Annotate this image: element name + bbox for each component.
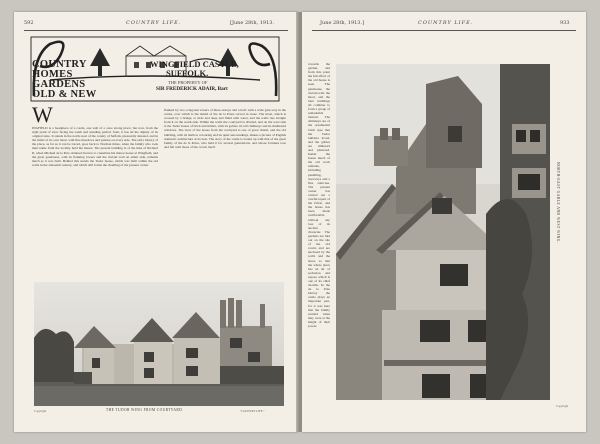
running-head-left: [14, 20, 298, 30]
photo-credit-left: Copyright: [34, 409, 47, 413]
left-page: [14, 12, 298, 432]
article-title: WINGFIELD CASTLE,: [150, 59, 239, 69]
article-subtitle: SUFFOLK.: [166, 68, 209, 78]
vertical-caption: NORTH-EAST GABLE AND WEST WING.: [556, 162, 560, 244]
gable-illustration: [336, 64, 550, 400]
photo-credit-right: "COUNTRY LIFE.": [240, 409, 265, 413]
photo-caption: THE TUDOR WING FROM COURTYARD.: [106, 408, 184, 412]
owner-name: SIR FREDERICK ADAIR, Bart: [156, 86, 228, 92]
body-column-1: INGFIELD is a headpiece of a castle, one wall of a once strong place; but now, from the right point of view facing the south and standing perfect front, it has all the dignity of its original state. It stands in the north-west of the county of Suffolk, pleasantly situated, and in the midst of its own moat, with fine meadows and pasture on every side. The early history of the place, as far as it can be traced, goes back to Norman times, when the family who took their name from the locality held the manor. The present building is of the time of Richard II, when Michael de la Pole obtained licence to crenellate his manor house at Wingfield, and the great gatehouse, with its flanking towers and the curtain wall on either side, remains much as it was built. Behind this stands the Tudor house, which was built within the old walls in the sixteenth century, and which still forms the dwelling of the present owner.: [32, 126, 158, 167]
magazine-spread: [14, 12, 586, 432]
photo-credit: Copyright: [556, 404, 569, 408]
rule: [312, 30, 576, 31]
body-col1-head: [50, 108, 158, 126]
courtyard-photo: [34, 282, 284, 406]
page-number: 933: [560, 20, 570, 26]
right-page: [302, 12, 586, 432]
body-column-2: flanked by two octagonal towers of three storeys and a half, with a wide gate-way in the centre, over which is the shield of the de la Poles carved in stone. The moat, which is crossed by a bridge, is wide and deep and filled with water, and the walls rise straight from it on the south side. Within the walls the courtyard is divided, and on the west side is the Tudor house of brick and timber, with its gables, its tall chimneys and its mullioned windows. The view of the house from the courtyard is one of great charm, and the old building, with its mellow colouring and its quiet surroundings, makes a picture of English domestic architecture at its best. The story of the castle is bound up with that of the great family of the de la Poles, who held it for several generations, and whose fortunes rose and fell with those of the crown itself.: [164, 108, 286, 149]
tudor-wing-illustration: [34, 282, 284, 406]
issue-date: [June 28th, 1913.: [230, 20, 275, 26]
owner-label: THE PROPERTY OF: [168, 80, 208, 85]
magazine-name: COUNTRY LIFE.: [126, 20, 182, 26]
magazine-name: COUNTRY LIFE.: [418, 20, 474, 26]
drop-cap: W: [32, 102, 53, 127]
masthead-lettering: COUNTRY HOMES GARDENS OLD & NEW: [32, 59, 97, 100]
article-title-block: [150, 60, 275, 92]
narrow-text-column: towards the garden, and from this point the full effect of the old house is seen. The gatehouse, the curtain wall, the moat, and the later buildings all combine to form a group of remarkable interest. The chimneys are of the ornamental brick type that the Tudor builders loved, and the gables are timbered and plastered. Inside the house much of the old work remains, including panelling, doorways and a fine staircase. The present owner has carried out a careful repair of the fabric, and the house has been made comfortable without any loss of its ancient character. The gardens are laid out on the site of the old courts and are enclosed by the walls and the moat, so that the whole place has an air of seclusion and repose which is one of its chief charms. In the de la Pole history the castle plays an important part, for it was here that the family resided when they were at the height of their power.: [308, 62, 330, 328]
gable-photo: [336, 64, 550, 400]
page-number: 592: [24, 20, 34, 26]
rule: [24, 30, 288, 31]
issue-date: June 28th, 1913.]: [320, 20, 365, 26]
running-head-right: [302, 20, 586, 30]
